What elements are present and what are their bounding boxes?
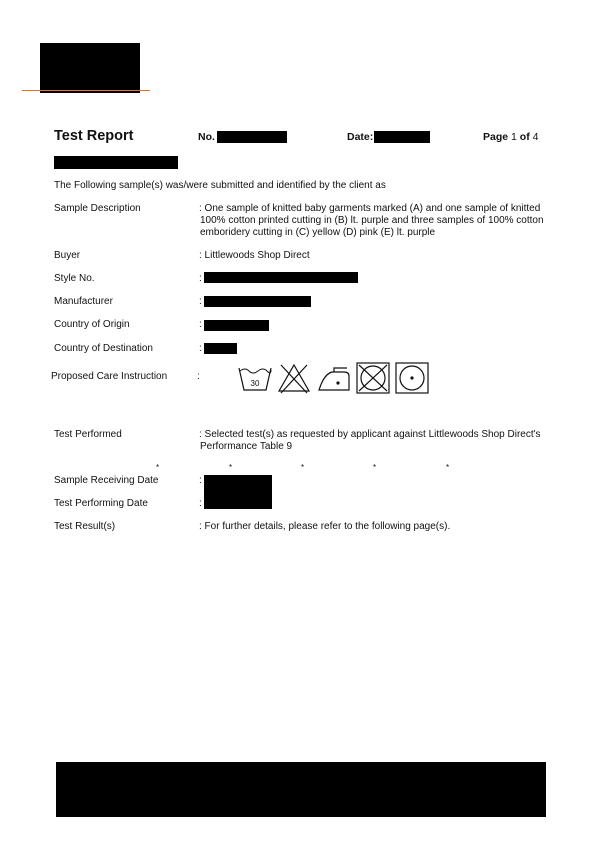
wash-30-icon: [237, 362, 273, 394]
country-origin-colon: :: [199, 319, 202, 330]
manufacturer-colon: :: [199, 296, 202, 307]
page-indicator: [483, 131, 538, 143]
page-title: Test Report: [54, 128, 134, 144]
client-redaction: [54, 156, 178, 169]
logo-redaction: [40, 43, 140, 93]
test-results-value: : For further details, please refer to the following page(s).: [199, 521, 451, 532]
sample-description-line3: emboridery cutting in (C) yellow (D) pink (E) lt. purple: [200, 227, 436, 238]
star-marker: *: [446, 463, 450, 472]
star-marker: *: [373, 463, 377, 472]
test-performed-label: Test Performed: [54, 429, 122, 440]
care-instruction-label: Proposed Care Instruction: [51, 371, 168, 382]
test-results-label: Test Result(s): [54, 521, 116, 532]
report-number-redaction: [217, 131, 287, 143]
report-number-label: No.: [198, 131, 215, 143]
test-performing-date-colon: :: [199, 498, 202, 509]
style-no-colon: :: [199, 273, 202, 284]
page-total: 4: [532, 131, 539, 143]
sample-description-line2: 100% cotton printed cutting in (B) lt. purple and three samples of 100% cotton: [200, 215, 544, 226]
logo-accent-line: [22, 90, 150, 91]
manufacturer-label: Manufacturer: [54, 296, 113, 307]
country-destination-colon: :: [199, 343, 202, 354]
dates-redaction: [204, 475, 272, 509]
do-not-bleach-icon: [276, 362, 312, 394]
star-marker: *: [156, 463, 160, 472]
tumble-dry-low-icon: [394, 362, 430, 394]
manufacturer-redaction: [204, 296, 311, 307]
footer-redaction: [56, 762, 546, 817]
test-performed-line1: : Selected test(s) as requested by applicant against Littlewoods Shop Direct's: [199, 429, 541, 440]
star-marker: *: [301, 463, 305, 472]
country-origin-redaction: [204, 320, 269, 331]
page-word: Page: [483, 131, 509, 143]
sample-description-label: Sample Description: [54, 203, 141, 214]
page-of: of: [519, 131, 530, 143]
sample-receiving-date-colon: :: [199, 475, 202, 486]
country-origin-label: Country of Origin: [54, 319, 130, 330]
sample-description-line1: : One sample of knitted baby garments marked (A) and one sample of knitted: [199, 203, 541, 214]
buyer-label: Buyer: [54, 250, 81, 261]
iron-low-icon: [316, 362, 352, 394]
country-destination-label: Country of Destination: [54, 343, 153, 354]
page-current: 1: [511, 131, 517, 143]
star-marker: *: [229, 463, 233, 472]
date-label: Date:: [347, 131, 374, 143]
care-instruction-colon: :: [197, 371, 200, 382]
wash-temp-text: 30: [250, 379, 260, 388]
style-no-redaction: [204, 272, 358, 283]
test-performing-date-label: Test Performing Date: [54, 498, 148, 509]
country-destination-redaction: [204, 343, 237, 354]
test-performed-line2: Performance Table 9: [200, 441, 293, 452]
buyer-value: : Littlewoods Shop Direct: [199, 250, 310, 261]
date-redaction: [374, 131, 430, 143]
sample-receiving-date-label: Sample Receiving Date: [54, 475, 159, 486]
style-no-label: Style No.: [54, 273, 95, 284]
do-not-tumble-dry-icon: [355, 362, 391, 394]
intro-text: The Following sample(s) was/were submitted and identified by the client as: [54, 180, 386, 191]
